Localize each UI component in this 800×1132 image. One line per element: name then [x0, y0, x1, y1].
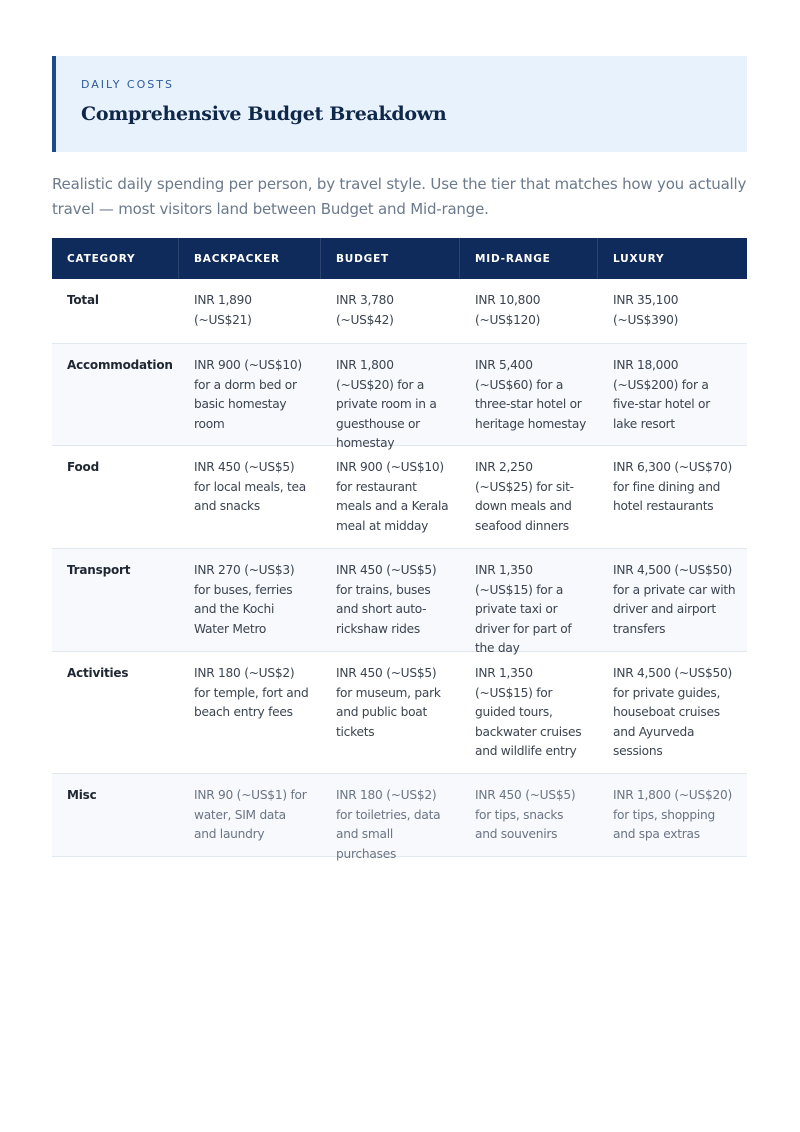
table-cell: INR 450 (~US$5) for trains, buses and short auto-rickshaw rides [336, 563, 437, 636]
table-cell: INR 5,400 (~US$60) for a three-star hotel or heritage homestay [475, 358, 587, 431]
column-header-budget: BUDGET [321, 238, 460, 279]
table-row [52, 652, 747, 774]
column-header-backpacker: BACKPACKER [179, 238, 321, 279]
section-header [52, 56, 747, 152]
column-header-mid-range: MID-RANGE [460, 238, 598, 279]
table-header-row [52, 238, 747, 279]
table-cell: INR 4,500 (~US$50) for private guides, houseboat cruises and Ayurveda sessions [613, 666, 732, 758]
table-cell: INR 4,500 (~US$50) for a private car with driver and airport transfers [613, 563, 736, 636]
table-cell: INR 35,100 (~US$390) [613, 293, 679, 327]
table-row [52, 774, 747, 861]
budget-table [52, 238, 747, 861]
table-cell: INR 1,350 (~US$15) for guided tours, backwater cruises and wildlife entry [475, 666, 582, 758]
section-title: Comprehensive Budget Breakdown [81, 103, 447, 125]
table-cell: INR 900 (~US$10) for a dorm bed or basic homestay room [194, 358, 302, 431]
table-cell: INR 1,800 (~US$20) for a private room in a guesthouse or homestay [336, 358, 437, 450]
row-category: Accommodation [67, 358, 173, 372]
table-row [52, 446, 747, 549]
table-cell: INR 1,350 (~US$15) for a private taxi or driver for part of the day [475, 563, 572, 655]
table-cell: INR 180 (~US$2) for toiletries, data and small purchases [336, 788, 441, 861]
row-category: Activities [67, 666, 129, 680]
table-cell: INR 1,890 (~US$21) [194, 293, 252, 327]
intro-paragraph: Realistic daily spending per person, by travel style. Use the tier that matches how you actually travel — most visitors land between Budget and Mid-range. [52, 175, 747, 218]
row-category: Food [67, 460, 99, 474]
table-cell: INR 270 (~US$3) for buses, ferries and the Kochi Water Metro [194, 563, 295, 636]
table-cell: INR 2,250 (~US$25) for sit-down meals and seafood dinners [475, 460, 574, 533]
table-row [52, 279, 747, 344]
table-cell: INR 450 (~US$5) for museum, park and public boat tickets [336, 666, 441, 739]
table-row [52, 344, 747, 450]
table-cell: INR 6,300 (~US$70) for fine dining and hotel restaurants [613, 460, 732, 513]
table-cell: INR 10,800 (~US$120) [475, 293, 541, 327]
table-cell: INR 450 (~US$5) for local meals, tea and snacks [194, 460, 306, 513]
section-eyebrow: DAILY COSTS [81, 78, 174, 91]
table-row [52, 549, 747, 655]
row-category: Total [67, 293, 99, 307]
table-cell: INR 450 (~US$5) for tips, snacks and souvenirs [475, 788, 576, 841]
row-category: Misc [67, 788, 97, 802]
table-cell: INR 3,780 (~US$42) [336, 293, 394, 327]
column-header-category: CATEGORY [52, 238, 179, 279]
row-category: Transport [67, 563, 131, 577]
table-cell: INR 18,000 (~US$200) for a five-star hotel or lake resort [613, 358, 710, 431]
table-cell: INR 180 (~US$2) for temple, fort and beach entry fees [194, 666, 309, 719]
column-header-luxury: LUXURY [613, 253, 665, 265]
table-cell: INR 900 (~US$10) for restaurant meals and a Kerala meal at midday [336, 460, 449, 533]
budget-section [52, 56, 747, 861]
table-cell: INR 1,800 (~US$20) for tips, shopping and spa extras [613, 788, 732, 841]
table-cell: INR 90 (~US$1) for water, SIM data and laundry [194, 788, 307, 841]
